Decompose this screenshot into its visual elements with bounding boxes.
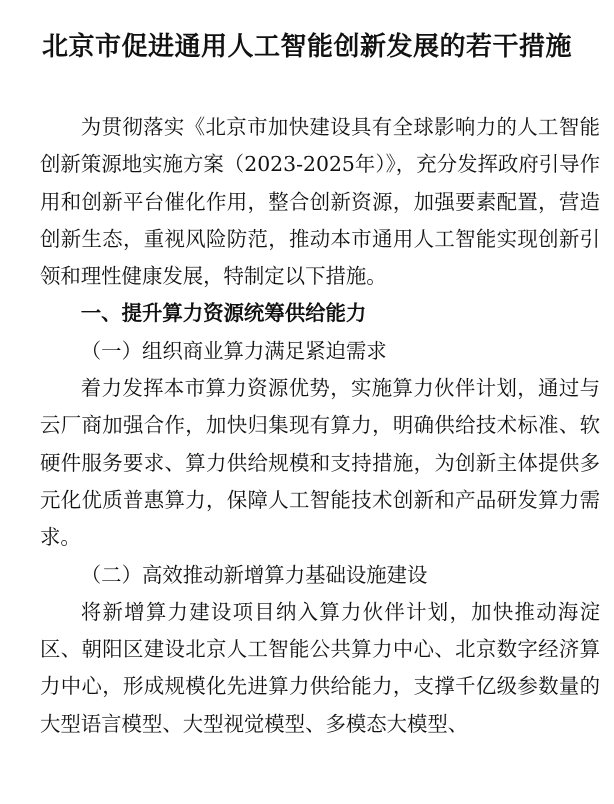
document-body: [40, 109, 600, 743]
section-1-heading: 一、提升算力资源统筹供给能力: [80, 301, 367, 326]
intro-paragraph: 为贯彻落实《北京市加快建设具有全球影响力的人工智能创新策源地实施方案（2023-2025年）》，充分发挥政府引导作用和创新平台催化作用，整合创新资源，加强要素配置，营造创新生态，重视风险防范，推动本市通用人工智能实现创新引领和理性健康发展，特制定以下措施。: [40, 115, 600, 289]
document-title: 北京市促进通用人工智能创新发展的若干措施: [41, 32, 572, 62]
subsection-2-heading: （二）高效推动新增算力基础设施建设: [80, 562, 428, 587]
subsection-1-heading: （一）组织商业算力满足紧迫需求: [80, 338, 387, 363]
subsection-1-paragraph: 着力发挥本市算力资源优势，实施算力伙伴计划，通过与云厂商加强合作，加快归集现有算力，明确供给技术标准、软硬件服务要求、算力供给规模和支持措施，为创新主体提供多元化优质普惠算力，保障人工智能技术创新和产品研发算力需求。: [40, 376, 600, 550]
subsection-2-paragraph: 将新增算力建设项目纳入算力伙伴计划，加快推动海淀区、朝阳区建设北京人工智能公共算力中心、北京数字经济算力中心，形成规模化先进算力供给能力，支撑千亿级参数量的大型语言模型、大型视觉模型、多模态大模型、: [40, 599, 600, 736]
